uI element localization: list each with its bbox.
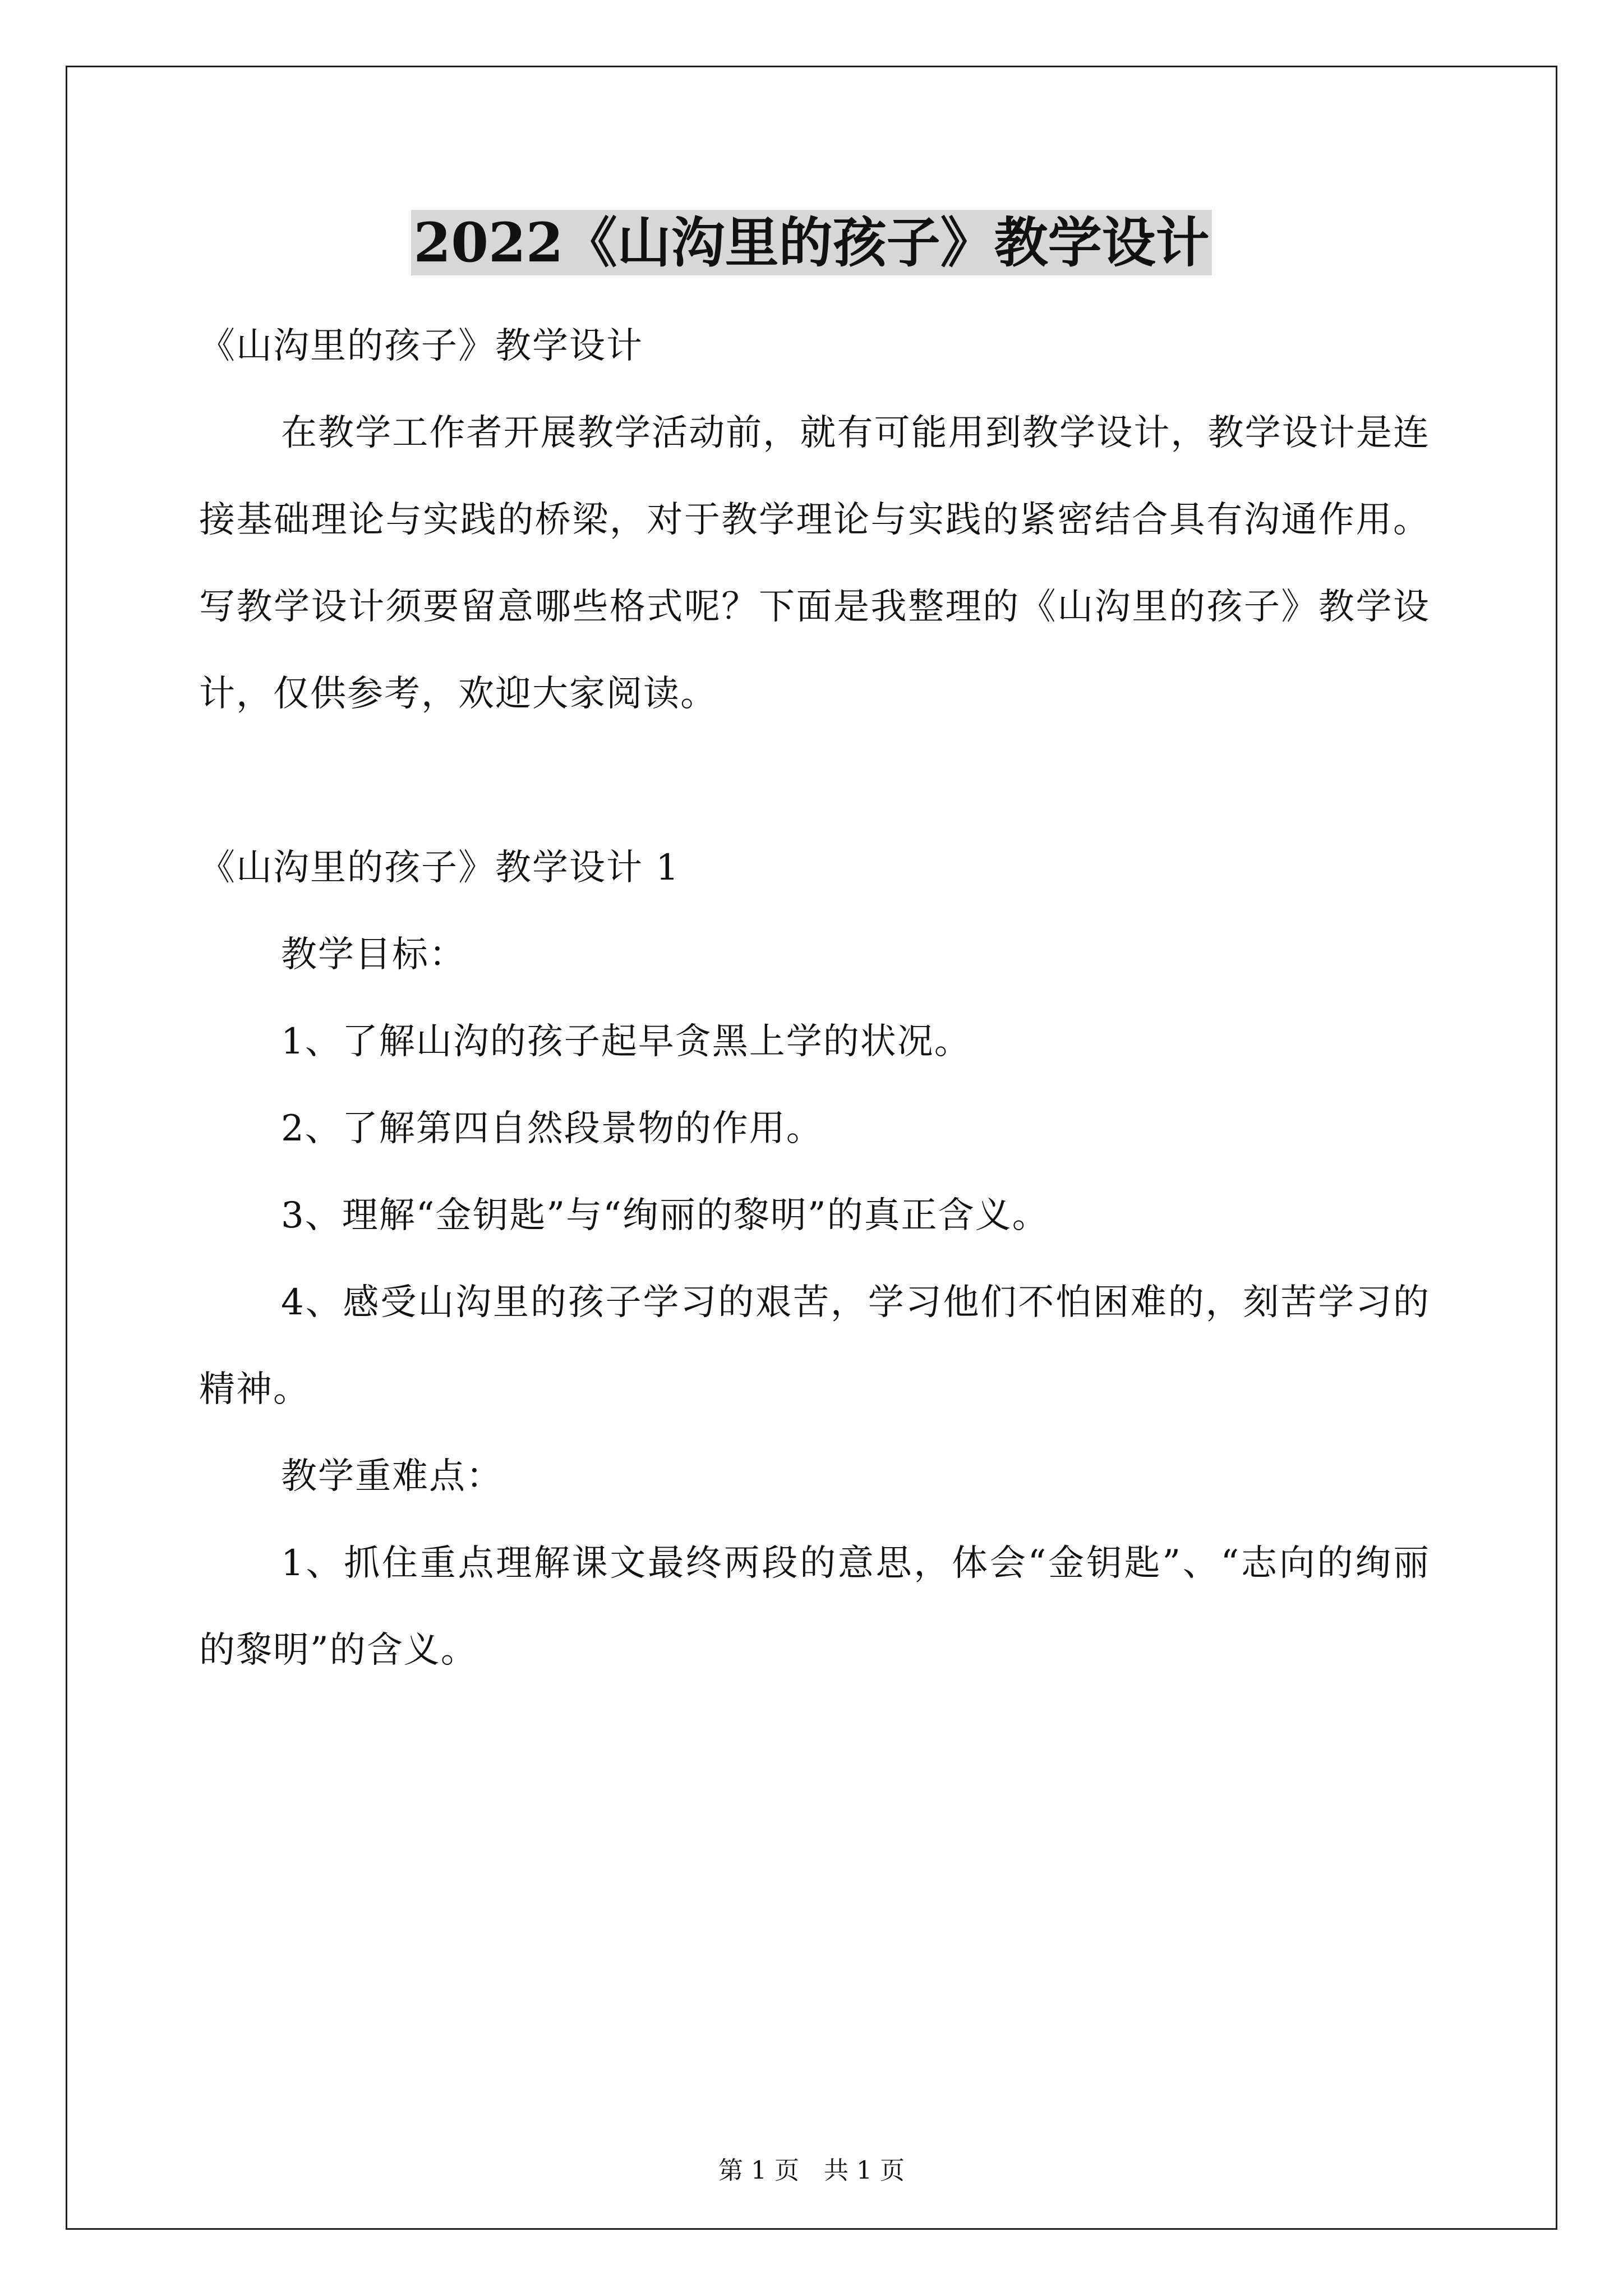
goal-item-4: 4、感受山沟里的孩子学习的艰苦，学习他们不怕困难的，刻苦学习的精神。	[199, 1282, 1430, 1410]
section-heading: 《山沟里的孩子》教学设计 1	[199, 847, 680, 889]
intro-paragraph: 在教学工作者开展教学活动前，就有可能用到教学设计，教学设计是连接基础理论与实践的桥梁，对于教学理论与实践的紧密结合具有沟通作用。写教学设计须要留意哪些格式呢？下面是我整理的《山沟里的孩子》教学设计，仅供参考，欢迎大家阅读。	[199, 412, 1430, 715]
key-point-item-1: 1、抓住重点理解课文最终两段的意思，体会“金钥匙”、“志向的绚丽的黎明”的含义。	[199, 1543, 1430, 1671]
subtitle-paragraph: 《山沟里的孩子》教学设计	[199, 325, 643, 367]
goal-item-3: 3、理解“金钥匙”与“绚丽的黎明”的真正含义。	[281, 1195, 1049, 1236]
paragraph-gap	[199, 738, 1430, 825]
document-title	[0, 206, 1623, 279]
goal-item-2: 2、了解第四自然段景物的作用。	[281, 1108, 823, 1149]
goals-heading: 教学目标：	[281, 934, 466, 976]
key-points-heading: 教学重难点：	[281, 1456, 503, 1497]
goal-item-1: 1、了解山沟的孩子起早贪黑上学的状况。	[281, 1021, 971, 1062]
page-footer: 第 1 页 共 1 页	[718, 2156, 905, 2185]
document-body	[199, 303, 1430, 1694]
document-title-text: 2022《山沟里的孩子》教学设计	[411, 210, 1211, 275]
